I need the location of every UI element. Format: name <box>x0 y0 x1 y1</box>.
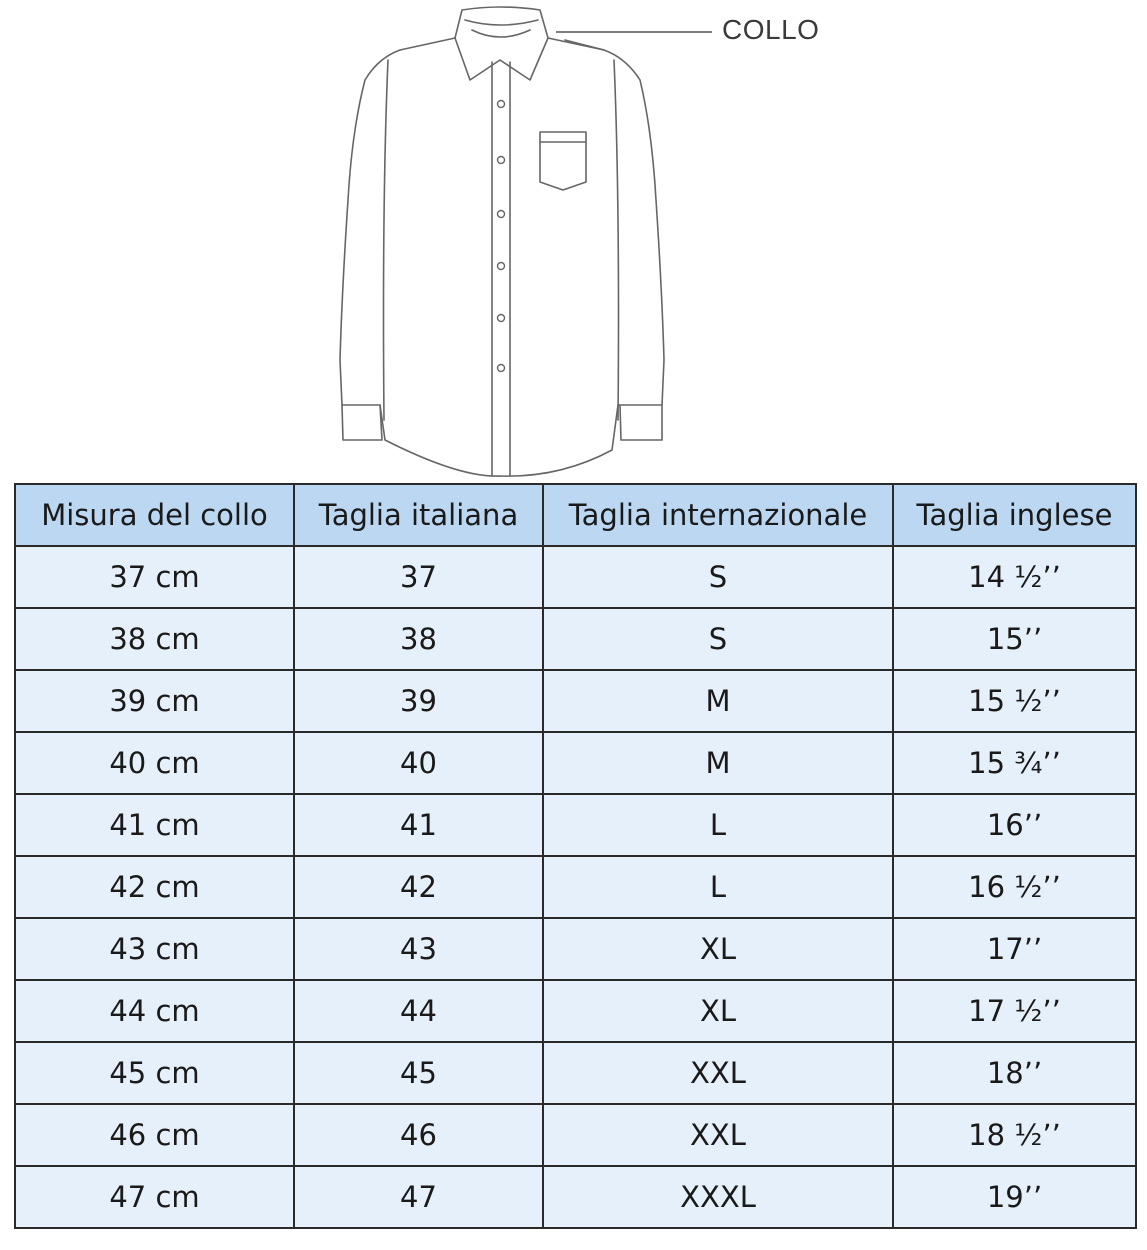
cell-neck-size: 39 cm <box>15 670 294 732</box>
cell-neck-size: 47 cm <box>15 1166 294 1228</box>
table-row <box>15 980 1136 1042</box>
cell-italian-size: 46 <box>294 1104 543 1166</box>
table-row <box>15 608 1136 670</box>
table-row <box>15 670 1136 732</box>
cell-international-size: XXL <box>543 1042 893 1104</box>
cell-international-size: M <box>543 732 893 794</box>
table-row <box>15 1166 1136 1228</box>
cell-italian-size: 40 <box>294 732 543 794</box>
table-row <box>15 856 1136 918</box>
cell-english-size: 17’’ <box>893 918 1136 980</box>
cell-neck-size: 41 cm <box>15 794 294 856</box>
cell-italian-size: 45 <box>294 1042 543 1104</box>
cell-english-size: 14 ½’’ <box>893 546 1136 608</box>
cell-neck-size: 45 cm <box>15 1042 294 1104</box>
cell-international-size: XXL <box>543 1104 893 1166</box>
table-row <box>15 794 1136 856</box>
cell-english-size: 16’’ <box>893 794 1136 856</box>
shirt-illustration <box>0 0 1147 480</box>
header-italian-size: Taglia italiana <box>294 484 543 546</box>
cell-italian-size: 41 <box>294 794 543 856</box>
cell-neck-size: 43 cm <box>15 918 294 980</box>
cell-english-size: 19’’ <box>893 1166 1136 1228</box>
cell-international-size: M <box>543 670 893 732</box>
cell-international-size: L <box>543 794 893 856</box>
header-english-size: Taglia inglese <box>893 484 1136 546</box>
header-international-size: Taglia internazionale <box>543 484 893 546</box>
table-row <box>15 732 1136 794</box>
header-neck-size: Misura del collo <box>15 484 294 546</box>
table-row <box>15 1104 1136 1166</box>
cell-italian-size: 39 <box>294 670 543 732</box>
table-row <box>15 918 1136 980</box>
cell-international-size: XXXL <box>543 1166 893 1228</box>
size-chart-table <box>14 483 1137 1229</box>
collar-label: COLLO <box>722 14 820 45</box>
cell-international-size: XL <box>543 980 893 1042</box>
shirt-icon <box>0 0 1147 480</box>
cell-neck-size: 37 cm <box>15 546 294 608</box>
cell-english-size: 15’’ <box>893 608 1136 670</box>
cell-neck-size: 42 cm <box>15 856 294 918</box>
table-row <box>15 546 1136 608</box>
cell-italian-size: 44 <box>294 980 543 1042</box>
table-row <box>15 1042 1136 1104</box>
cell-italian-size: 37 <box>294 546 543 608</box>
cell-international-size: L <box>543 856 893 918</box>
cell-english-size: 15 ¾’’ <box>893 732 1136 794</box>
cell-international-size: S <box>543 608 893 670</box>
cell-italian-size: 38 <box>294 608 543 670</box>
cell-italian-size: 47 <box>294 1166 543 1228</box>
cell-neck-size: 44 cm <box>15 980 294 1042</box>
cell-english-size: 16 ½’’ <box>893 856 1136 918</box>
cell-neck-size: 38 cm <box>15 608 294 670</box>
cell-neck-size: 40 cm <box>15 732 294 794</box>
cell-neck-size: 46 cm <box>15 1104 294 1166</box>
cell-italian-size: 42 <box>294 856 543 918</box>
cell-english-size: 18 ½’’ <box>893 1104 1136 1166</box>
cell-english-size: 15 ½’’ <box>893 670 1136 732</box>
table-header-row <box>15 484 1136 546</box>
cell-international-size: S <box>543 546 893 608</box>
cell-english-size: 18’’ <box>893 1042 1136 1104</box>
cell-italian-size: 43 <box>294 918 543 980</box>
cell-international-size: XL <box>543 918 893 980</box>
cell-english-size: 17 ½’’ <box>893 980 1136 1042</box>
table-body <box>15 546 1136 1228</box>
